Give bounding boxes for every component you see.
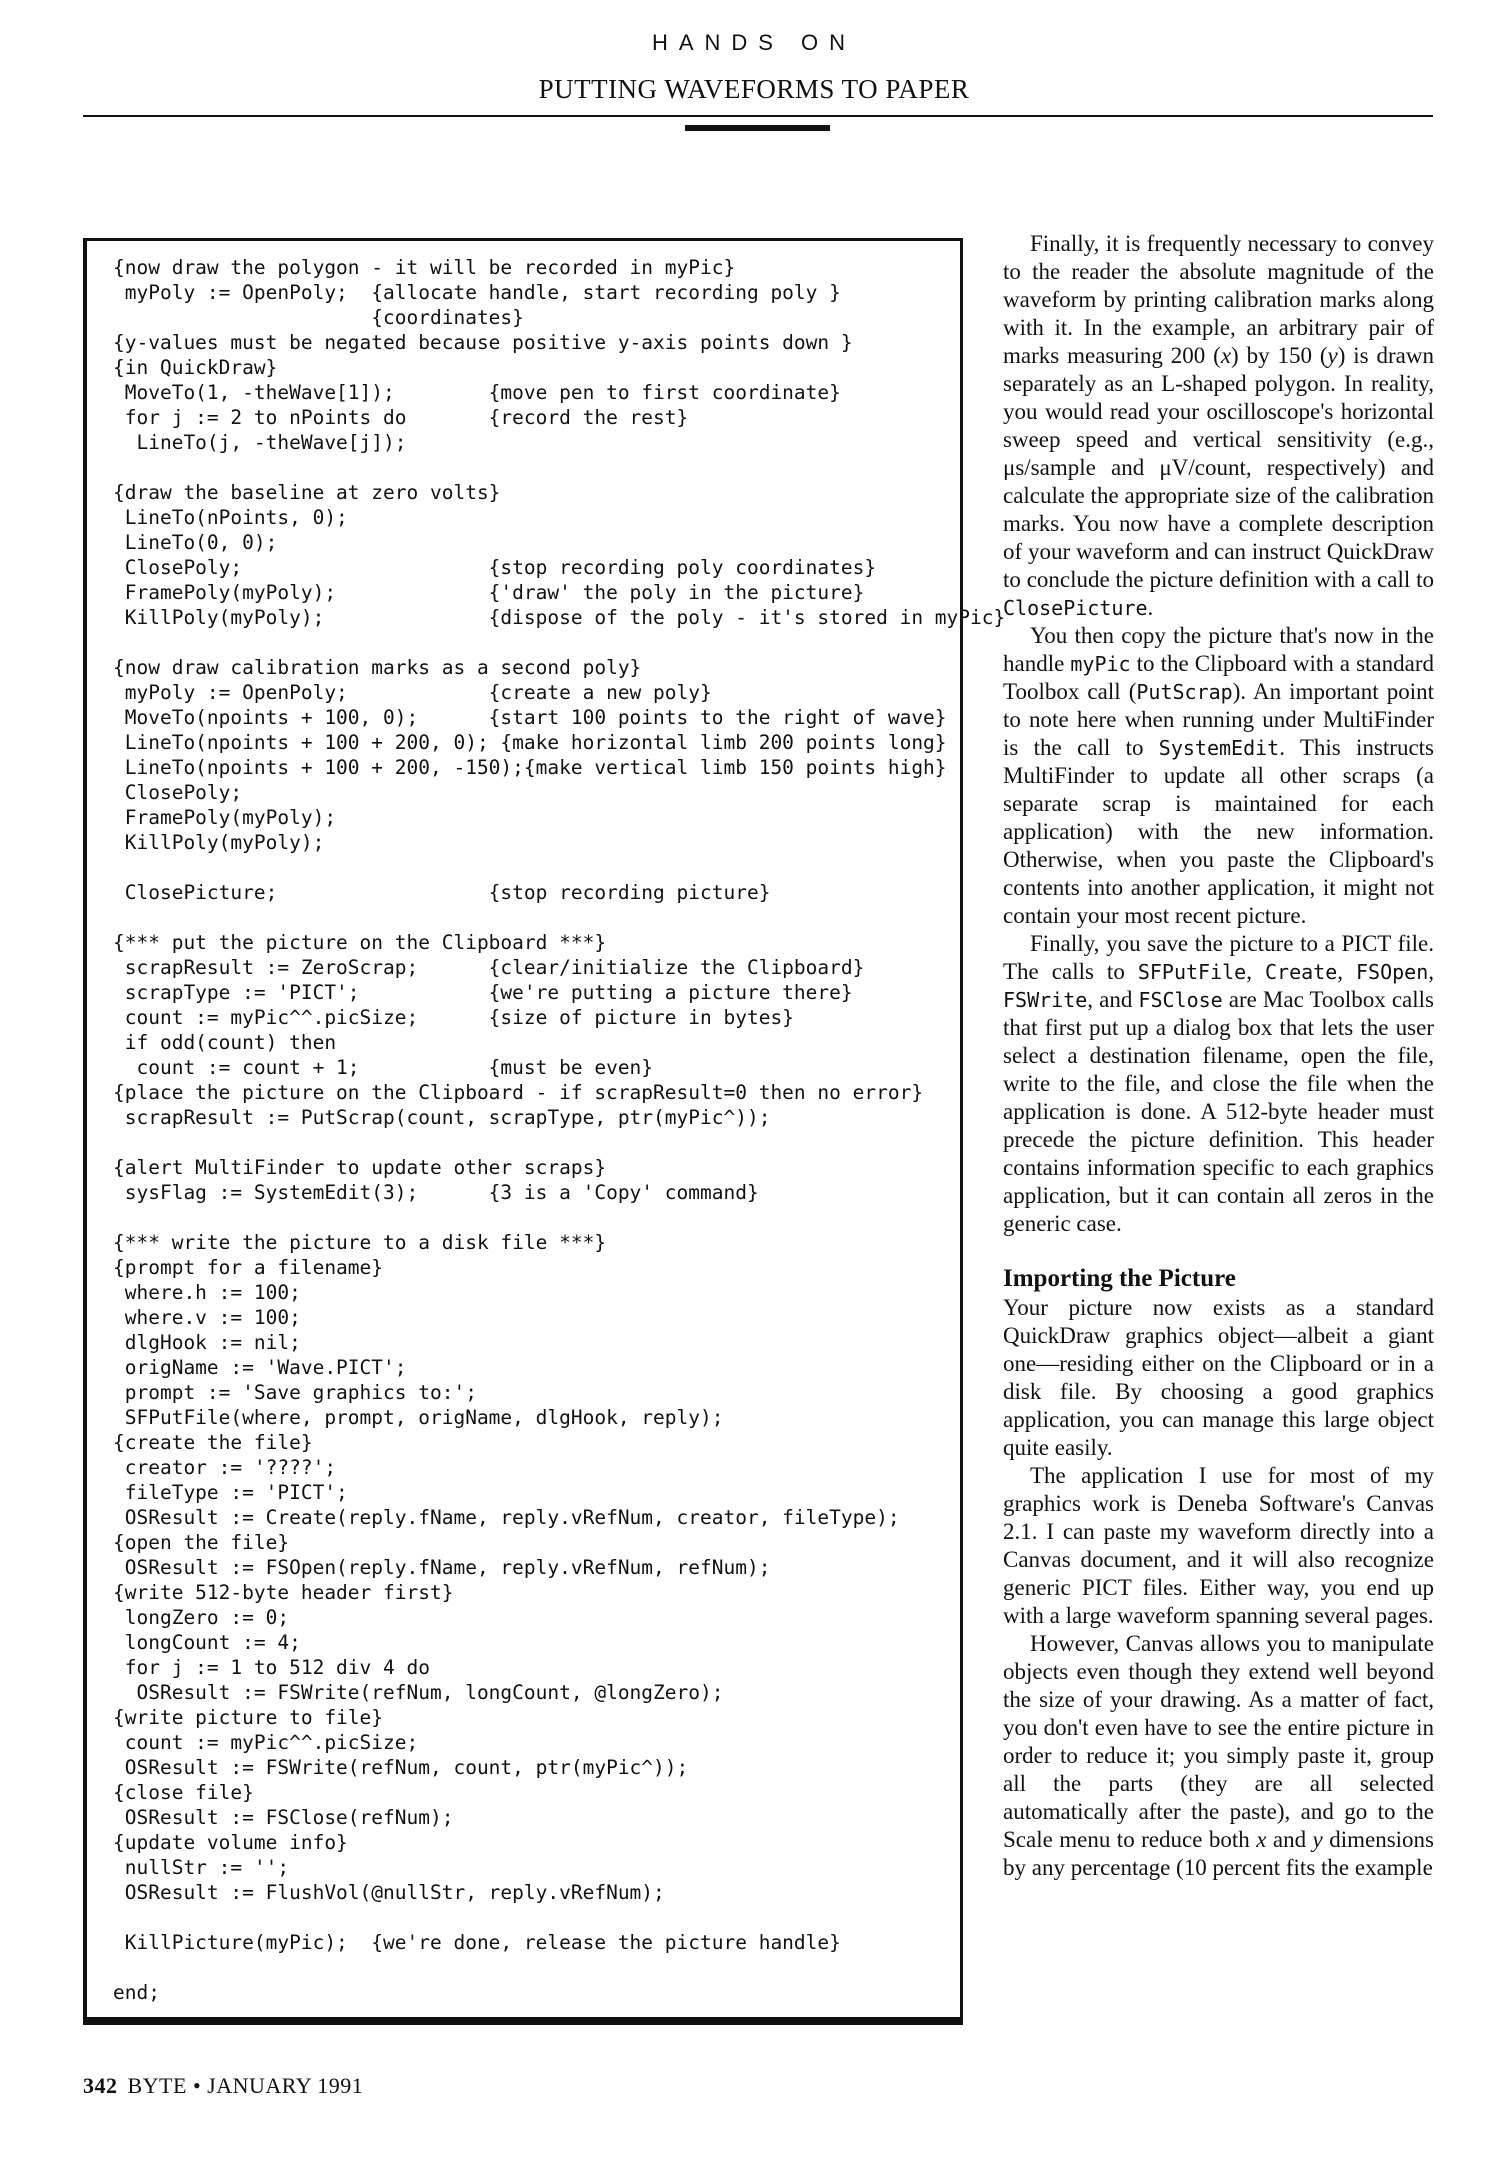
code-line: for j := 1 to 512 div 4 do	[113, 1656, 430, 1679]
paragraph: Finally, you save the picture to a PICT file. The calls to SFPutFile, Create, FSOpen, FSWrite, and FSClose are Mac Toolbox calls that first put up a dialog box that lets the user select a destination filename, open the file, write to the file, and close the file when the application is done. A 512-byte header must precede the picture definition. This header contains information specific to each graphics application, but it can contain all zeros in the generic case.	[1003, 931, 1434, 1236]
code-listing	[113, 255, 1005, 2005]
code-line: fileType := 'PICT';	[113, 1481, 348, 1504]
paragraph: You then copy the picture that's now in the handle myPic to the Clipboard with a standard Toolbox call (PutScrap). An important point to note here when running under MultiFinder is the call to SystemEdit. This instructs MultiFinder to update all other scraps (a separate scrap is maintained for each application) with the new information. Otherwise, when you paste the Clipboard's contents into another application, it might not contain your most recent picture.	[1003, 623, 1434, 928]
code-line: ClosePicture; {stop recording picture}	[113, 881, 771, 904]
code-line: MoveTo(1, -theWave[1]); {move pen to first coordinate}	[113, 381, 841, 404]
code-line: {coordinates}	[113, 306, 524, 329]
code-line: for j := 2 to nPoints do {record the rest}	[113, 406, 689, 429]
code-line: myPoly := OpenPoly; {create a new poly}	[113, 681, 712, 704]
code-line: where.h := 100;	[113, 1281, 301, 1304]
code-line: if odd(count) then	[113, 1031, 337, 1054]
code-line: nullStr := '';	[113, 1856, 290, 1879]
code-line: scrapResult := ZeroScrap; {clear/initialize the Clipboard}	[113, 956, 865, 979]
code-line: LineTo(nPoints, 0);	[113, 506, 348, 529]
page-footer	[83, 2073, 363, 2099]
publication-line: BYTE • JANUARY 1991	[127, 2073, 364, 2098]
code-line: {in QuickDraw}	[113, 356, 278, 379]
code-line: count := myPic^^.picSize;	[113, 1731, 419, 1754]
paragraph: The application I use for most of my graphics work is Deneba Software's Canvas 2.1. I can paste my waveform directly into a Canvas document, and it will also recognize generic PICT files. Either way, you end up with a large waveform spanning several pages.	[1003, 1463, 1434, 1628]
code-line: MoveTo(npoints + 100, 0); {start 100 points to the right of wave}	[113, 706, 947, 729]
code-line: LineTo(npoints + 100 + 200, 0); {make horizontal limb 200 points long}	[113, 731, 947, 754]
section-heading: Importing the Picture	[1003, 1265, 1236, 1292]
code-line: KillPoly(myPoly); {dispose of the poly - it's stored in myPic}	[113, 606, 1006, 629]
page-number: 342	[83, 2073, 118, 2098]
code-line: KillPicture(myPic); {we're done, release the picture handle}	[113, 1931, 841, 1954]
code-line: myPoly := OpenPoly; {allocate handle, start recording poly }	[113, 281, 841, 304]
code-line: OSResult := FSOpen(reply.fName, reply.vRefNum, refNum);	[113, 1556, 771, 1579]
code-line: {*** put the picture on the Clipboard ***}	[113, 931, 607, 954]
header-rule	[83, 115, 1433, 117]
code-line: {now draw calibration marks as a second poly}	[113, 656, 642, 679]
code-line: {y-values must be negated because positive y-axis points down }	[113, 331, 853, 354]
code-line: ClosePoly; {stop recording poly coordinates}	[113, 556, 877, 579]
code-line: SFPutFile(where, prompt, origName, dlgHook, reply);	[113, 1406, 724, 1429]
code-line: sysFlag := SystemEdit(3); {3 is a 'Copy' command}	[113, 1181, 759, 1204]
code-line: count := myPic^^.picSize; {size of picture in bytes}	[113, 1006, 794, 1029]
code-line: OSResult := FSWrite(refNum, count, ptr(myPic^));	[113, 1756, 689, 1779]
code-line: LineTo(j, -theWave[j]);	[113, 431, 407, 454]
code-line: OSResult := FSWrite(refNum, longCount, @longZero);	[113, 1681, 724, 1704]
code-line: end;	[113, 1981, 160, 2004]
code-line: longCount := 4;	[113, 1631, 301, 1654]
code-line: {write 512-byte header first}	[113, 1581, 454, 1604]
code-line: {draw the baseline at zero volts}	[113, 481, 501, 504]
code-listing-box	[83, 238, 1006, 2025]
code-line: scrapType := 'PICT'; {we're putting a picture there}	[113, 981, 853, 1004]
code-line: dlgHook := nil;	[113, 1331, 301, 1354]
code-line: OSResult := Create(reply.fName, reply.vRefNum, creator, fileType);	[113, 1506, 900, 1529]
code-line: KillPoly(myPoly);	[113, 831, 325, 854]
section-kicker: HANDS ON	[651, 30, 857, 55]
code-line: {now draw the polygon - it will be recorded in myPic}	[113, 256, 736, 279]
code-line: FramePoly(myPoly); {'draw' the poly in the picture}	[113, 581, 865, 604]
article-title: PUTTING WAVEFORMS TO PAPER	[538, 74, 970, 104]
code-line: {alert MultiFinder to update other scraps}	[113, 1156, 607, 1179]
header-rule-accent	[685, 125, 830, 131]
code-line: OSResult := FSClose(refNum);	[113, 1806, 454, 1829]
article-column	[1003, 230, 1434, 1882]
code-line: {prompt for a filename}	[113, 1256, 384, 1279]
code-line: LineTo(npoints + 100 + 200, -150);{make vertical limb 150 points high}	[113, 756, 947, 779]
code-line: {write picture to file}	[113, 1706, 384, 1729]
code-line: {update volume info}	[113, 1831, 348, 1854]
code-line: FramePoly(myPoly);	[113, 806, 337, 829]
code-line: {close file}	[113, 1781, 254, 1804]
code-line: creator := '????';	[113, 1456, 337, 1479]
paragraph: However, Canvas allows you to manipulate objects even though they extend well beyond the size of your drawing. As a matter of fact, you don't even have to see the entire picture in order to reduce it; you simply paste it, group all the parts (they are all selected automatically after the paste), and go to the Scale menu to reduce both x and y dimensions by any percentage (10 percent fits the example	[1003, 1631, 1434, 1880]
code-line: count := count + 1; {must be even}	[113, 1056, 654, 1079]
code-line: ClosePoly;	[113, 781, 243, 804]
code-line: prompt := 'Save graphics to:';	[113, 1381, 477, 1404]
code-line: LineTo(0, 0);	[113, 531, 278, 554]
code-line: {open the file}	[113, 1531, 290, 1554]
code-line: {*** write the picture to a disk file ***}	[113, 1231, 607, 1254]
code-line: {place the picture on the Clipboard - if scrapResult=0 then no error}	[113, 1081, 924, 1104]
code-line: scrapResult := PutScrap(count, scrapType, ptr(myPic^));	[113, 1106, 771, 1129]
code-line: {create the file}	[113, 1431, 313, 1454]
paragraph: Finally, it is frequently necessary to convey to the reader the absolute magnitude of the waveform by printing calibration marks along with it. In the example, an arbitrary pair of marks measuring 200 (x) by 150 (y) is drawn separately as an L-shaped polygon. In reality, you would read your oscilloscope's horizontal sweep speed and vertical sensitivity (e.g., μs/sample and μV/count, respectively) and calculate the appropriate size of the calibration marks. You now have a complete description of your waveform and can instruct QuickDraw to conclude the picture definition with a call to ClosePicture.	[1003, 231, 1434, 620]
code-line: OSResult := FlushVol(@nullStr, reply.vRefNum);	[113, 1881, 665, 1904]
paragraph: Your picture now exists as a standard QuickDraw graphics object—albeit a giant one—residing either on the Clipboard or in a disk file. By choosing a good graphics application, you can manage this large object quite easily.	[1003, 1295, 1434, 1460]
code-line: origName := 'Wave.PICT';	[113, 1356, 407, 1379]
code-line: longZero := 0;	[113, 1606, 290, 1629]
code-line: where.v := 100;	[113, 1306, 301, 1329]
